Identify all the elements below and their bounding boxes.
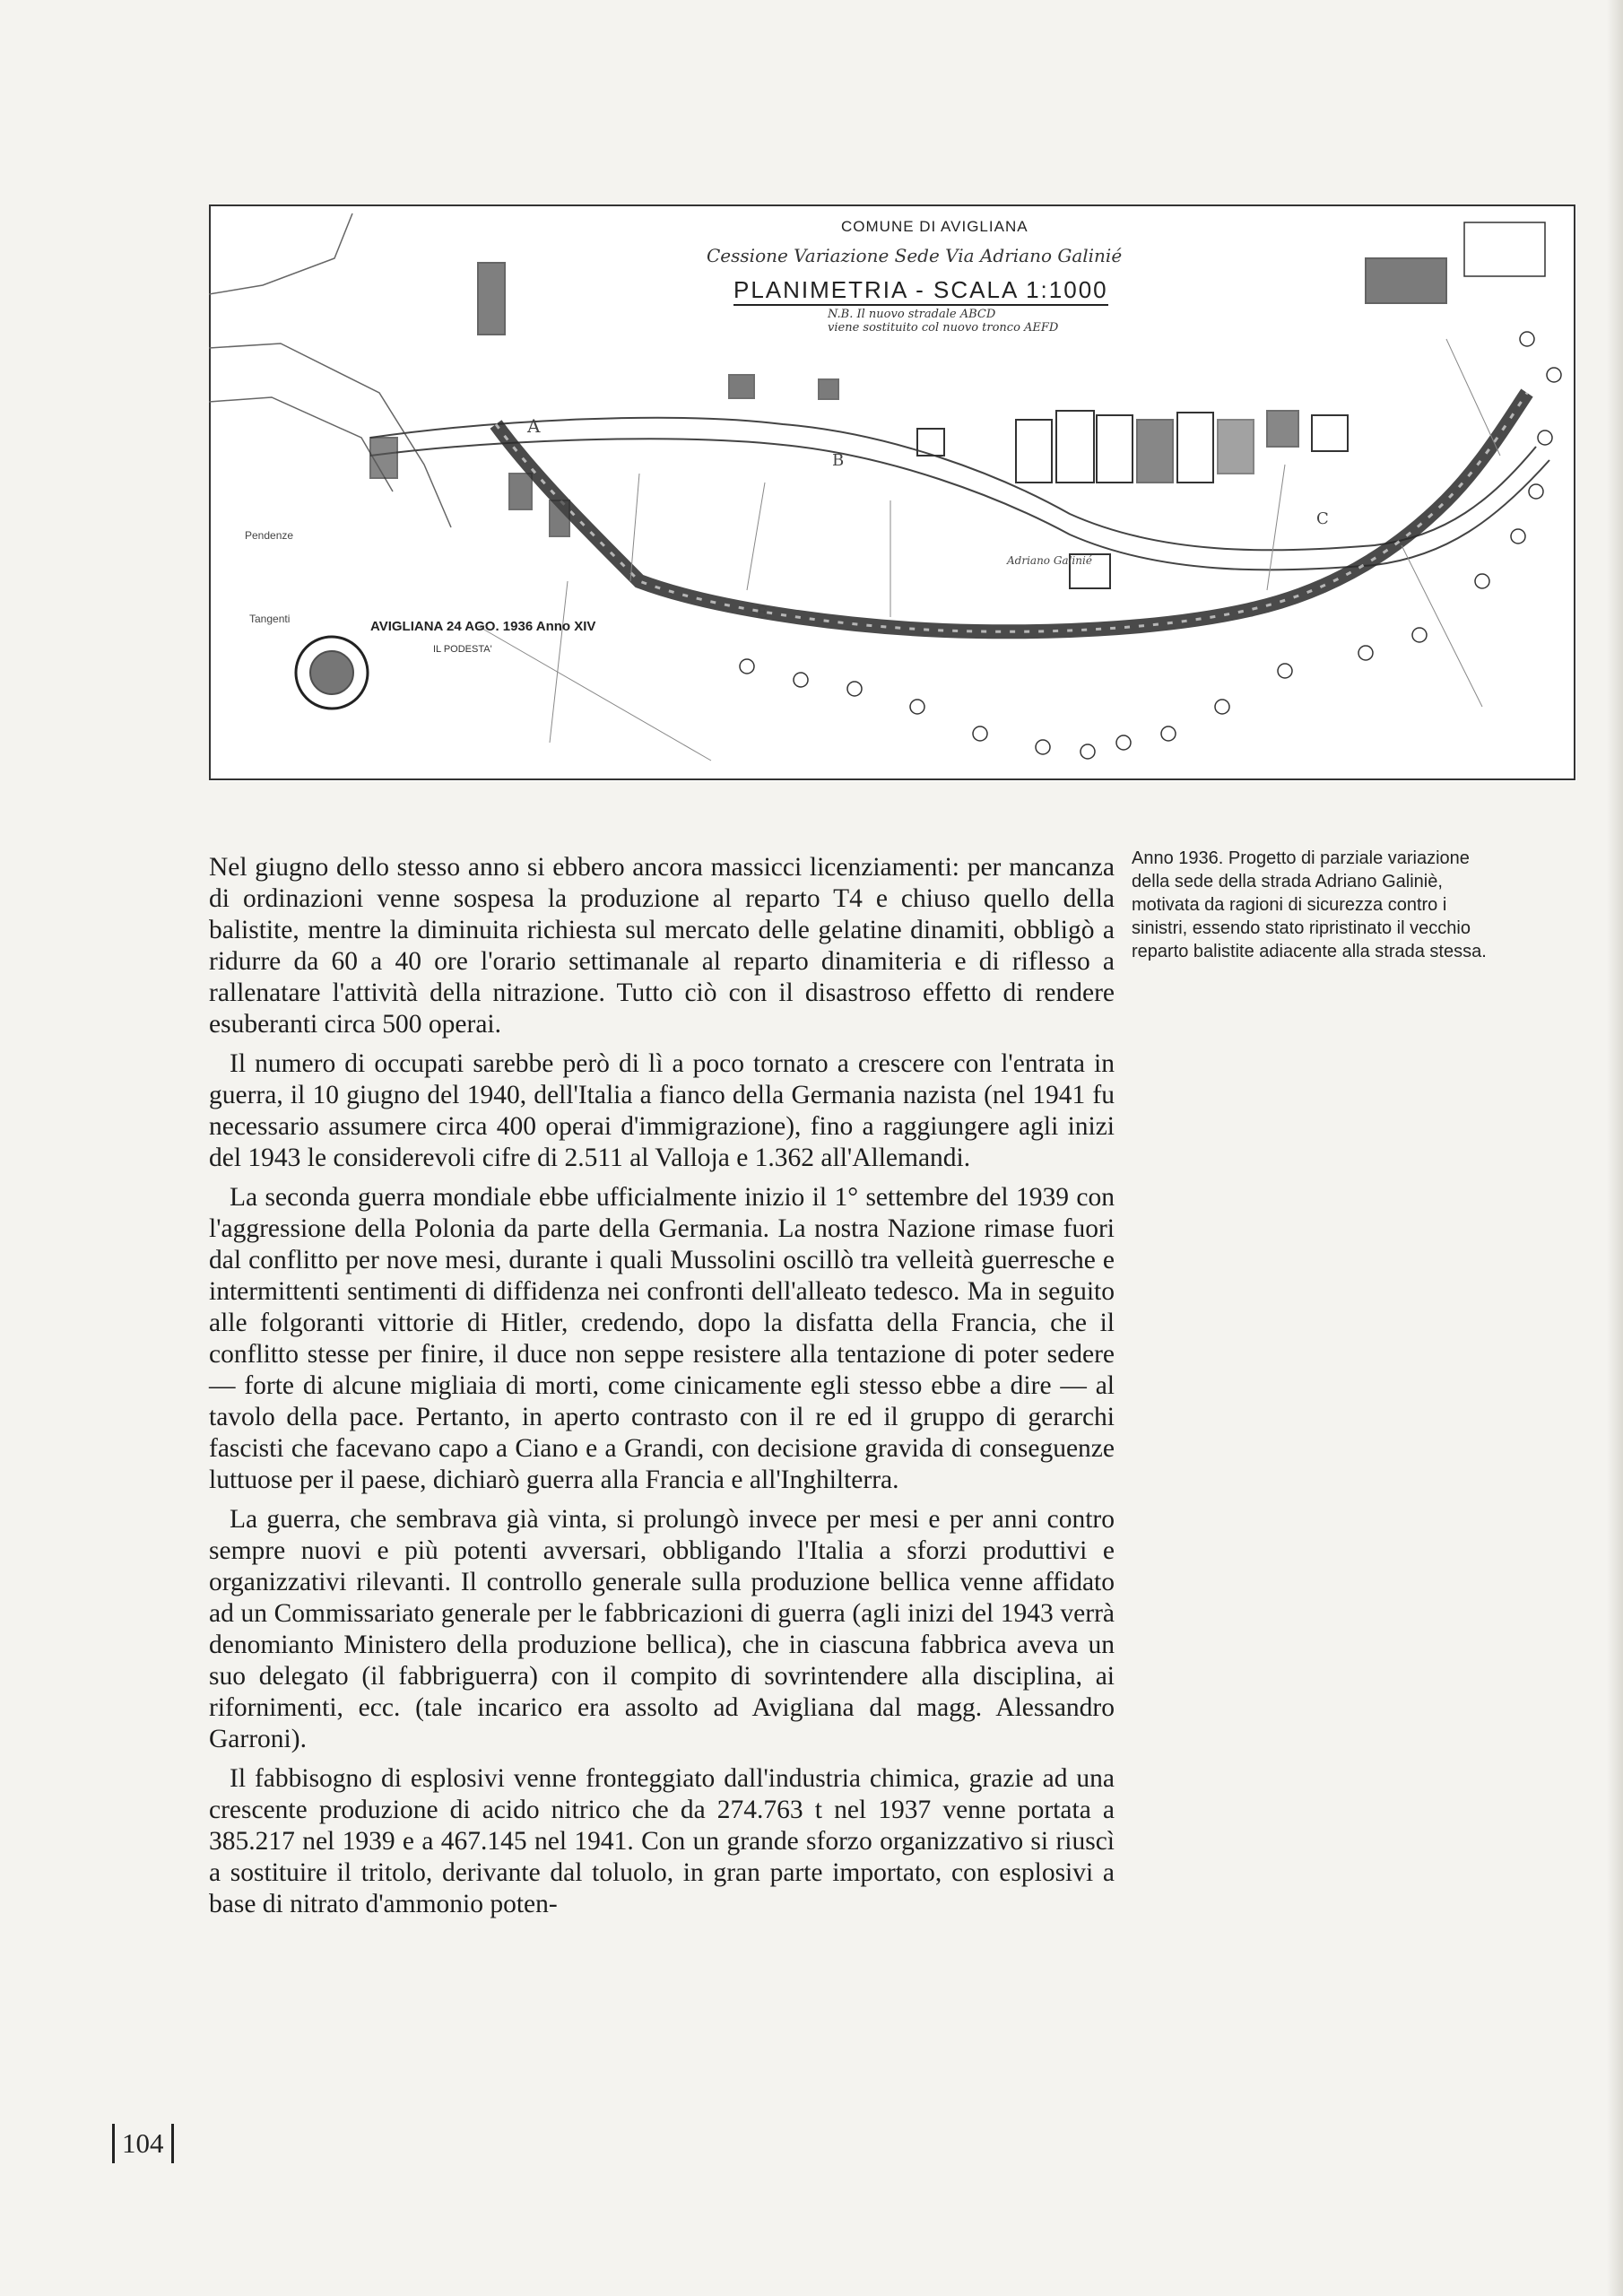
map-scale-title: PLANIMETRIA - SCALA 1:1000 <box>733 276 1108 306</box>
map-point-b: B <box>832 451 845 470</box>
map-stamp-text: AVIGLIANA 24 AGO. 1936 Anno XIV <box>370 619 596 634</box>
map-legend-pendenze: Pendenze <box>245 529 294 542</box>
paragraph-3: La seconda guerra mondiale ebbe ufficialmente inizio il 1° settembre del 1939 con l'aggressione della Polonia da parte della Germania. La nostra Nazione rimase fuori dal conflitto per nove mesi, durante i quali Mussolini oscillò tra velleità guerresche e intermittenti sentimenti di diffidenza nei confronti dell'alleato tedesco. Ma in seguito alle folgoranti vittorie di Hitler, credendo, dopo la disfatta della Francia, che il conflitto stesse per finire, il duce non seppe resistere alla tentazione di poter sedere — forte di alcune migliaia di morti, come cinicamente egli stesso ebbe a dire — al tavolo della pace. Pertanto, in aperto contrasto con il re ed il gruppo di gerarchi fascisti che facevano capo a Ciano e a Grandi, con decisione gravida di conseguenze luttuose per il paese, dichiarò guerra alla Francia e all'Inghilterra. <box>209 1183 1115 1494</box>
body-text <box>209 852 1115 1928</box>
map-note-line-2: viene sostituito col nuovo tronco AEFD <box>828 321 1059 335</box>
map-stamp-sub: IL PODESTA' <box>433 644 492 655</box>
map-street-label: Adriano Galinié <box>1007 554 1092 567</box>
paragraph-4: La guerra, che sembrava già vinta, si prolungò invece per mesi e per anni contro sempre nuovi e più potenti avversari, obbligando l'Italia a sforzi produttivi e organizzativi rilevanti. Il controllo generale sulla produzione bellica venne affidato ad un Commissariato generale per le fabbricazioni di guerra (agli inizi del 1943 verrà denomianto Ministero della produzione bellica), che in ciascuna fabbrica aveva un suo delegato (il fabbriguerra) con il compito di sovrintendere alla disciplina, ai rifornimenti, ecc. (tale incarico era assolto ad Avigliana dal magg. Alessandro Garroni). <box>209 1505 1115 1753</box>
map-point-e: E <box>756 604 768 622</box>
paragraph-1: Nel giugno dello stesso anno si ebbero ancora massicci licenziamenti: per mancanza di ordinazioni venne sospesa la produzione al reparto T4 e chiuso quello della balistite, mentre la diminuita richiesta sul mercato delle gelatine dinamiti, obbligò a ridurre da 60 a 40 ore l'orario settimanale al reparto dinamiteria e di riflesso a rallenatare l'attività della nitrazione. Tutto ciò con il disastroso effetto di rendere esuberanti circa 500 operai. <box>209 853 1115 1039</box>
paragraph-2: Il numero di occupati sarebbe però di lì a poco tornato a crescere con l'entrata in guerra, il 10 giugno del 1940, dell'Italia a fianco della Germania nazista (nel 1941 fu necessario assumere circa 400 operai d'immigrazione), fino a raggiungere agli inizi del 1943 le considerevoli cifre di 2.511 al Valloja e 1.362 all'Allemandi. <box>209 1049 1115 1172</box>
page-edge-shadow <box>1607 0 1623 2296</box>
map-point-c: C <box>1316 509 1329 528</box>
map-note-line-1: N.B. Il nuovo stradale ABCD <box>828 308 996 321</box>
paragraph-5: Il fabbisogno di esplosivi venne fronteggiato dall'industria chimica, grazie ad una crescente produzione di acido nitrico che da 274.763 t nel 1937 venne portata a 385.217 nel 1939 e a 467.145 nel 1941. Con un grande sforzo organizzativo si riuscì a sostituire il tritolo, derivante dal toluolo, in gran parte importato, con esplosivi a base di nitrato d'ammonio poten- <box>209 1764 1115 1918</box>
historical-map-figure <box>209 204 1576 781</box>
map-legend-tangenti: Tangenti <box>249 613 291 625</box>
figure-caption: Anno 1936. Progetto di parziale variazione della sede della strada Adriano Galiniè, motivata da ragioni di sicurezza contro i sinistri, essendo stato ripristinato il vecchio reparto balistite adiacente alla strada stessa. <box>1132 848 1487 961</box>
map-note <box>828 308 1058 335</box>
page-number: 104 <box>112 2124 174 2163</box>
map-point-a: A <box>527 415 541 437</box>
map-script-line: Cessione Variazione Sede Via Adriano Galinié <box>707 245 1123 266</box>
map-header-comune: COMUNE DI AVIGLIANA <box>841 218 1028 235</box>
